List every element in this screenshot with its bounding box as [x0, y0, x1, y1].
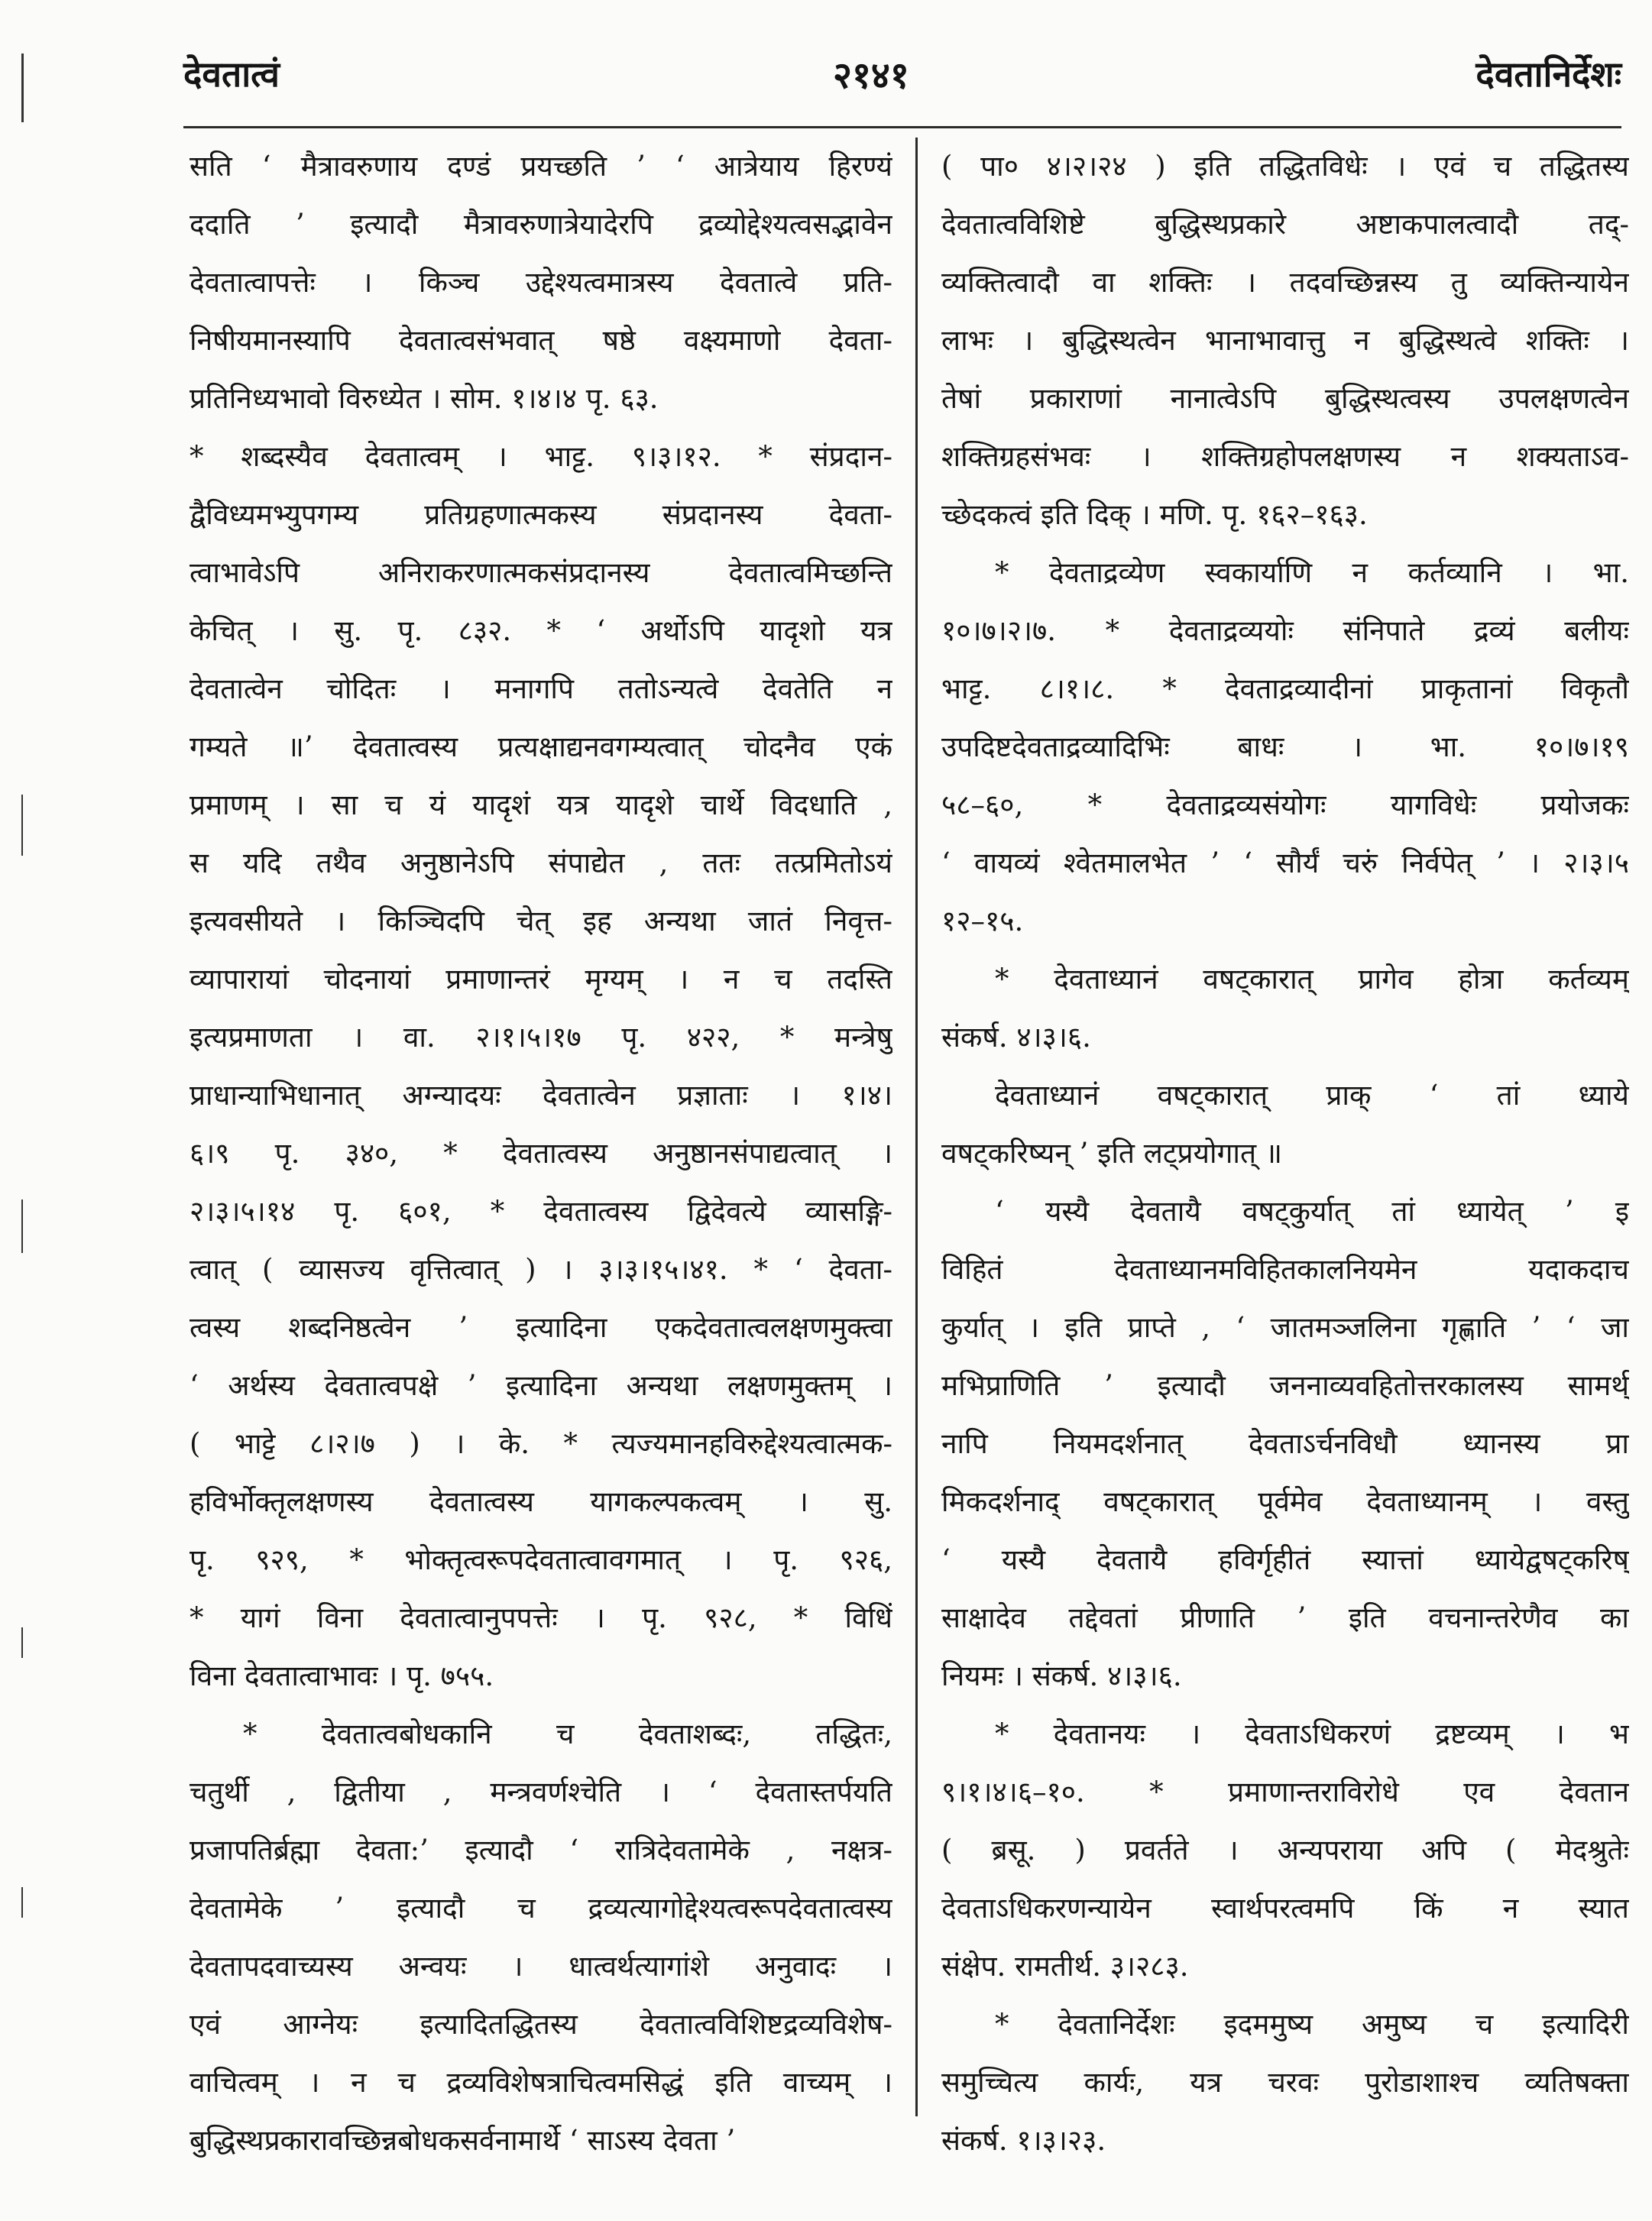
text-line: एवं आग्नेयः इत्यादितद्धितस्य देवतात्वविशिष्टद्रव्यविशेष- [189, 2008, 892, 2041]
text-line: मभिप्राणिति ’ इत्यादौ जननाव्यवहितोत्तरकालस्य सामर्थ् [941, 1369, 1629, 1402]
text-line: * देवतानिर्देशः इदममुष्य अमुष्य च इत्यादिरी [995, 2008, 1629, 2041]
text-line: गम्यते ॥’ देवतात्वस्य प्रत्यक्षाद्यनवगम्यत्वात् चोदनैव एकं [189, 730, 892, 763]
left-column [189, 138, 892, 2170]
margin-mark [21, 1200, 23, 1253]
text-line: * देवताद्रव्येण स्वकार्याणि न कर्तव्यानि । भा. [995, 556, 1629, 589]
text-line: संकर्ष. १।३।२३. [941, 2124, 1106, 2157]
text-line: देवतात्वेन चोदितः । मनागपि ततोऽन्यत्वे देवतेति न [189, 672, 892, 705]
text-line: संकर्ष. ४।३।६. [941, 1021, 1091, 1054]
text-line: ( पा० ४।२।२४ ) इति तद्धितविधेः । एवं च तद्धितस्य [941, 150, 1629, 183]
margin-mark [21, 53, 24, 122]
text-line: च्छेदकत्वं इति दिक् । मणि. पृ. १६२–१६३. [941, 498, 1368, 531]
right-column [941, 138, 1629, 2170]
text-line: देवतात्वापत्तेः । किञ्च उद्देश्यत्वमात्रस्य देवतात्वे प्रति- [189, 266, 892, 299]
text-line: इत्यप्रमाणता । वा. २।१।५।१७ पृ. ४२२, * मन्त्रेषु [189, 1021, 892, 1054]
text-line: त्वस्य शब्दनिष्ठत्वेन ’ इत्यादिना एकदेवतात्वलक्षणमुक्त्वा [189, 1311, 892, 1344]
text-line: ‘ यस्यै देवतायै वषट्कुर्यात् तां ध्यायेत् ’ इ [995, 1195, 1629, 1228]
text-line: १०।७।२।७. * देवताद्रव्ययोः संनिपाते द्रव्यं बलीयः [941, 614, 1629, 647]
text-line: ६।९ पृ. ३४०, * देवतात्वस्य अनुष्ठानसंपाद्यत्वात् । [189, 1137, 892, 1170]
text-line: निषीयमानस्यापि देवतात्वसंभवात् षष्ठे वक्ष्यमाणो देवता- [189, 324, 892, 357]
text-line: साक्षादेव तद्देवतां प्रीणाति ’ इति वचनान्तरेणैव का [941, 1601, 1629, 1634]
text-line: विना देवतात्वाभावः । पृ. ७५५. [189, 1659, 494, 1692]
text-line: प्रमाणम् । सा च यं यादृशं यत्र यादृशे चार्थे विदधाति , [189, 788, 892, 821]
page-number: २१४१ [833, 54, 909, 97]
text-line: त्वात् ( व्यासज्य वृत्तित्वात् ) । ३।३।१५।४१. * ‘ देवता- [189, 1253, 892, 1286]
text-line: व्यक्तित्वादौ वा शक्तिः । तदवच्छिन्नस्य तु व्यक्तिन्यायेन [941, 266, 1629, 299]
text-line: समुच्चित्य कार्यः, यत्र चरवः पुरोडाशाश्च व्यतिषक्ता [941, 2066, 1629, 2099]
text-line: केचित् । सु. पृ. ८३२. * ‘ अर्थोऽपि यादृशो यत्र [189, 614, 892, 647]
text-line: तेषां प्रकाराणां नानात्वेऽपि बुद्धिस्थत्वस्य उपलक्षणत्वेन [941, 382, 1629, 415]
text-line: ( भाट्टे ८।२।७ ) । के. * त्यज्यमानहविरुद्देश्यत्वात्मक- [189, 1427, 892, 1460]
margin-mark [21, 795, 23, 856]
text-line: उपदिष्टदेवताद्रव्यादिभिः बाधः । भा. १०।७।१९ [941, 730, 1629, 763]
text-line: स यदि तथैव अनुष्ठानेऽपि संपाद्येत , ततः तत्प्रमितोऽयं [189, 847, 892, 879]
text-line: प्रतिनिध्यभावो विरुध्येत । सोम. १।४।४ पृ. ६३. [189, 382, 659, 415]
text-line: देवतात्वविशिष्टे बुद्धिस्थप्रकारे अष्टाकपालत्वादौ तद्- [941, 208, 1629, 241]
text-line: विहितं देवताध्यानमविहितकालनियमेन यदाकदाच [941, 1253, 1629, 1286]
text-line: चतुर्थी , द्वितीया , मन्त्रवर्णश्चेति । ‘ देवतास्तर्पयति [189, 1776, 892, 1808]
text-line: २।३।५।१४ पृ. ६०१, * देवतात्वस्य द्विदेवत्ये व्यासङ्गि- [189, 1195, 892, 1228]
text-line: * देवताध्यानं वषट्कारात् प्रागेव होत्रा कर्तव्यम् [995, 963, 1629, 996]
text-line: ५८–६०, * देवताद्रव्यसंयोगः यागविधेः प्रयोजकः [941, 788, 1629, 821]
text-line: ‘ वायव्यं श्वेतमालभेत ’ ‘ सौर्यं चरुं निर्वपेत् ’ । २।३।५ [941, 847, 1629, 879]
text-line: * देवतानयः । देवताऽधिकरणं द्रष्टव्यम् । भ [995, 1718, 1629, 1750]
text-line: व्यापारायां चोदनायां प्रमाणान्तरं मृग्यम् । न च तदस्ति [189, 963, 892, 996]
text-line: ( ब्रसू. ) प्रवर्तते । अन्यपराया अपि ( मेदश्रुतेः [941, 1834, 1629, 1866]
margin-mark [21, 1627, 23, 1658]
text-line: प्राधान्याभिधानात् अग्न्यादयः देवतात्वेन प्रज्ञाताः । १।४। [189, 1079, 892, 1112]
header-right-word: देवतानिर्देशः [1475, 53, 1621, 95]
column-divider [915, 138, 918, 2116]
text-line: ददाति ’ इत्यादौ मैत्रावरुणात्रेयादेरपि द्रव्योद्देश्यत्वसद्भावेन [189, 208, 892, 241]
text-line: भाट्ट. ८।१।८. * देवताद्रव्यादीनां प्राकृतानां विकृतौ [941, 672, 1629, 705]
text-line: नापि नियमदर्शनात् देवताऽर्चनविधौ ध्यानस्य प्रा [941, 1427, 1629, 1460]
text-line: देवतापदवाच्यस्य अन्वयः । धात्वर्थत्यागांशे अनुवादः । [189, 1950, 892, 1983]
text-line: नियमः । संकर्ष. ४।३।६. [941, 1659, 1182, 1692]
text-line: सति ‘ मैत्रावरुणाय दण्डं प्रयच्छति ’ ‘ आत्रेयाय हिरण्यं [189, 150, 892, 183]
header-rule [183, 126, 1621, 128]
text-line: देवताऽधिकरणन्यायेन स्वार्थपरत्वमपि किं न स्यात [941, 1892, 1629, 1925]
text-line: * देवतात्वबोधकानि च देवताशब्दः, तद्धितः, [243, 1718, 892, 1750]
text-line: कुर्यात् । इति प्राप्ते , ‘ जातमञ्जलिना गृह्णाति ’ ‘ जा [941, 1311, 1629, 1344]
text-line: संक्षेप. रामतीर्थ. ३।२८३. [941, 1950, 1189, 1983]
text-line: मिकदर्शनाद् वषट्कारात् पूर्वमेव देवताध्यानम् । वस्तु [941, 1485, 1629, 1518]
text-line: शक्तिग्रहसंभवः । शक्तिग्रहोपलक्षणस्य न शक्यताऽव- [941, 440, 1629, 473]
text-line: ‘ यस्यै देवतायै हविर्गृहीतं स्यात्तां ध्यायेद्वषट्करिष् [941, 1543, 1629, 1576]
header-left-word: देवतात्वं [183, 53, 280, 95]
text-line: प्रजापतिर्ब्रह्मा देवता:’ इत्यादौ ‘ रात्रिदेवतामेके , नक्षत्र- [189, 1834, 892, 1866]
page-header [183, 42, 1621, 111]
text-line: १२–१५. [941, 905, 1024, 937]
text-line: पृ. ९२९, * भोक्तृत्वरूपदेवतात्वावगमात् । पृ. ९२६, [189, 1543, 892, 1576]
text-line: ९।१।४।६–१०. * प्रमाणान्तराविरोधे एव देवतान [941, 1776, 1629, 1808]
text-line: देवतामेके ’ इत्यादौ च द्रव्यत्यागोद्देश्यत्वरूपदेवतात्वस्य [189, 1892, 892, 1925]
text-line: बुद्धिस्थप्रकारावच्छिन्नबोधकसर्वनामार्थे ‘ साऽस्य देवता ’ [189, 2124, 736, 2157]
text-line: इत्यवसीयते । किञ्चिदपि चेत् इह अन्यथा जातं निवृत्त- [189, 905, 892, 937]
text-line: त्वाभावेऽपि अनिराकरणात्मकसंप्रदानस्य देवतात्वमिच्छन्ति [189, 556, 892, 589]
text-line: द्वैविध्यमभ्युपगम्य प्रतिग्रहणात्मकस्य संप्रदानस्य देवता- [189, 498, 892, 531]
text-line: हविर्भोक्तृलक्षणस्य देवतात्वस्य यागकल्पकत्वम् । सु. [189, 1485, 892, 1518]
text-line: वाचित्वम् । न च द्रव्यविशेषत्राचित्वमसिद्धं इति वाच्यम् । [189, 2066, 892, 2099]
text-line: देवताध्यानं वषट्कारात् प्राक् ‘ तां ध्याये [995, 1079, 1629, 1112]
text-line: वषट्करिष्यन् ’ इति लट्प्रयोगात् ॥ [941, 1137, 1283, 1170]
margin-mark [21, 1887, 23, 1918]
text-line: * शब्दस्यैव देवतात्वम् । भाट्ट. ९।३।१२. * संप्रदान- [189, 440, 892, 473]
text-line: * यागं विना देवतात्वानुपपत्तेः । पृ. ९२८, * विधिं [189, 1601, 892, 1634]
text-line: ‘ अर्थस्य देवतात्वपक्षे ’ इत्यादिना अन्यथा लक्षणमुक्तम् । [189, 1369, 892, 1402]
text-line: लाभः । बुद्धिस्थत्वेन भानाभावात्तु न बुद्धिस्थत्वे शक्तिः । [941, 324, 1629, 357]
